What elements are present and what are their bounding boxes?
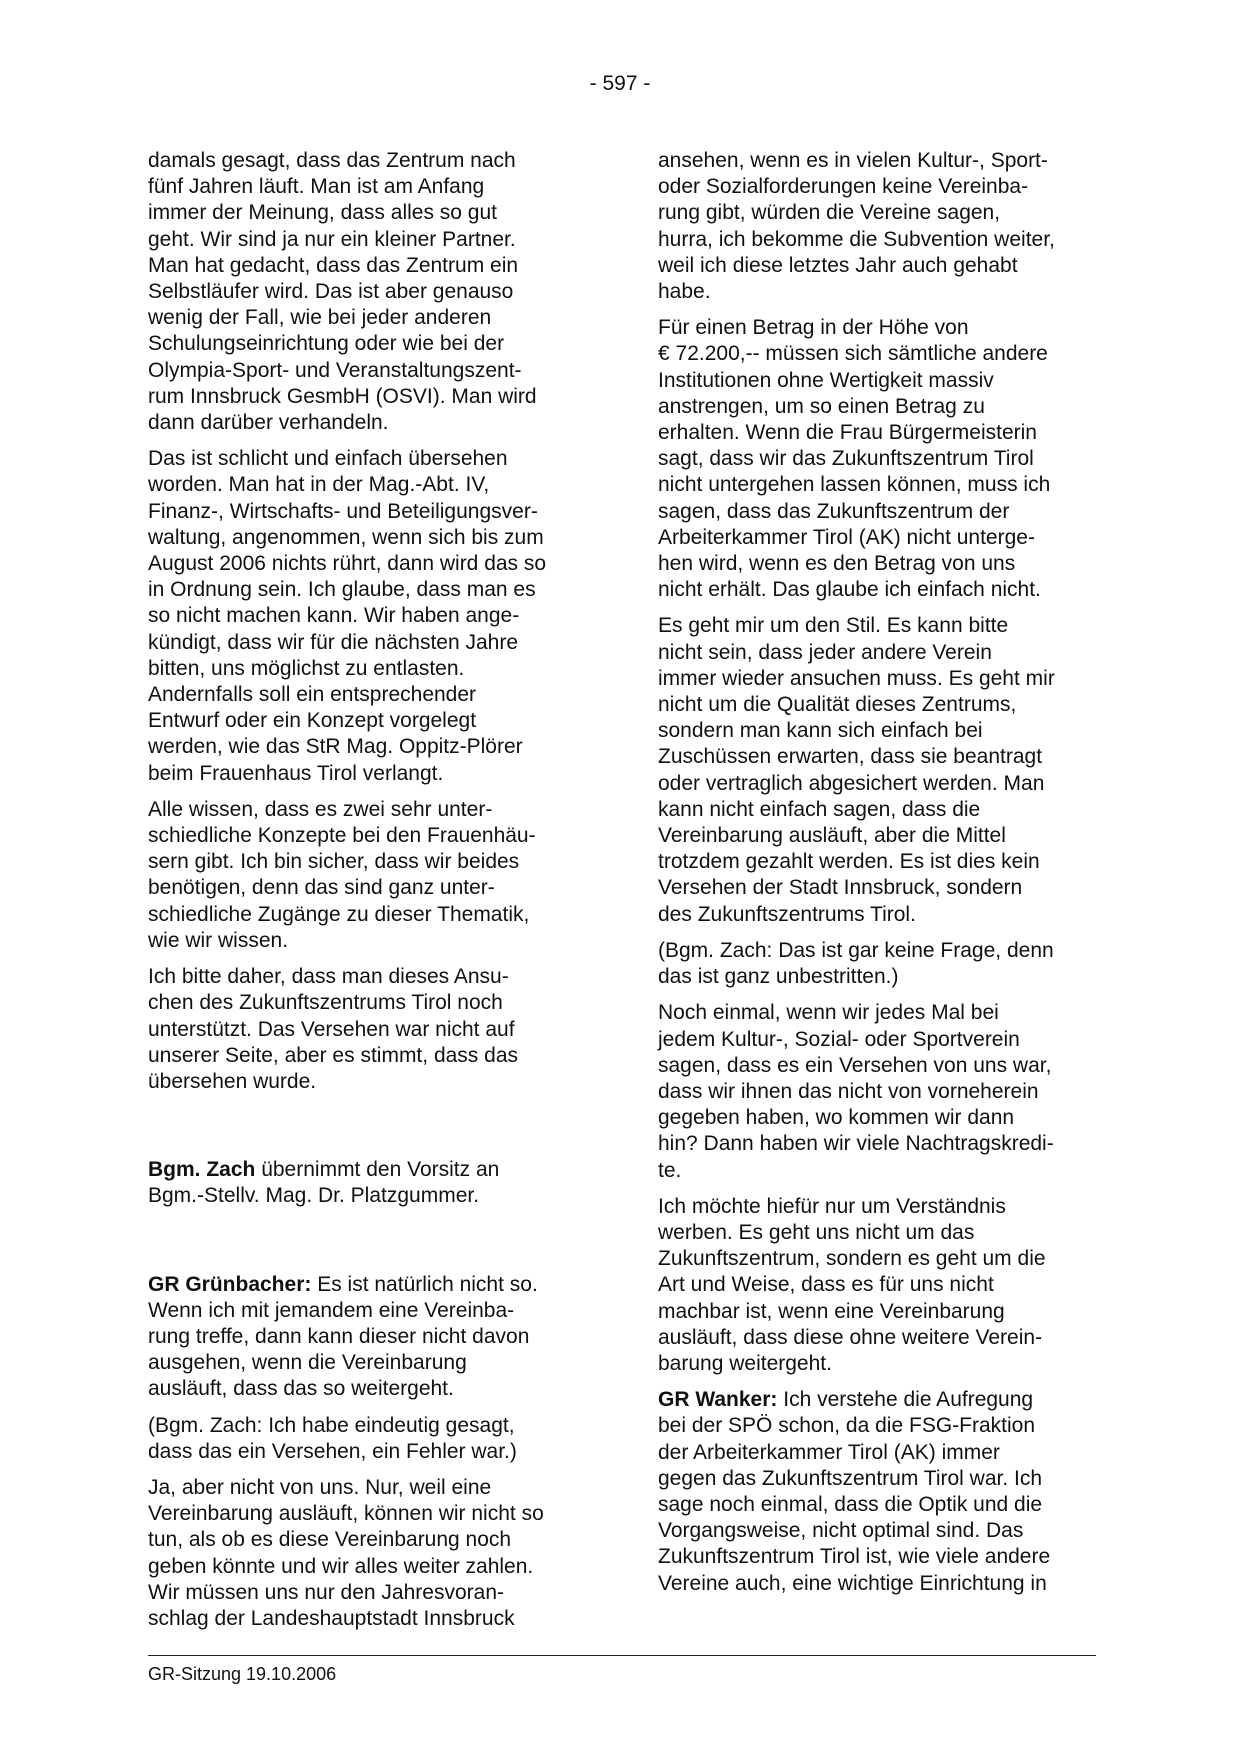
- paragraph: Es geht mir um den Stil. Es kann bitte nicht sein, dass jeder andere Verein immer wieder ansuchen muss. Es geht mir nicht um die Qualität dieses Zentrums, sondern man kann sich einfach bei Zuschüssen erwarten, dass sie beantragt oder vertraglich abgesichert werden. Man kann nicht einfach sagen, dass die Vereinbarung ausläuft, aber die Mittel trotzdem gezahlt werden. Es ist dies kein Versehen der Stadt Innsbruck, sondern des Zukunftszentrums Tirol.: [658, 614, 1055, 926]
- paragraph: Das ist schlicht und einfach übersehen worden. Man hat in der Mag.-Abt. IV, Finanz-, Wirtschafts- und Beteiligungsver- waltung, angenommen, wenn sich bis zum August 2006 nichts rührt, dann wird das so in Ordnung sein. Ich glaube, dass man es so nicht machen kann. Wir haben ange- kündigt, dass wir für die nächsten Jahre bitten, uns möglichst zu entlasten. Andernfalls soll ein entsprechender Entwurf oder ein Konzept vorgelegt werden, wie das StR Mag. Oppitz-Plörer beim Frauenhaus Tirol verlangt.: [148, 447, 547, 785]
- paragraph: Ich möchte hiefür nur um Verständnis werben. Es geht uns nicht um das Zukunftszentrum, sondern es geht um die Art und Weise, dass es für uns nicht machbar ist, wenn eine Vereinbarung ausläuft, dass diese ohne weitere Verein- barung weitergeht.: [658, 1194, 1046, 1375]
- paragraph: Noch einmal, wenn wir jedes Mal bei jedem Kultur-, Sozial- oder Sportverein sagen, dass es ein Versehen von uns war, dass wir ihnen das nicht von vorneherein gegeben haben, wo kommen wir dann hin? Dann haben wir viele Nachtragskredi- te.: [658, 1001, 1054, 1182]
- paragraph: [148, 1157, 588, 1209]
- page-number: - 597 -: [589, 72, 651, 95]
- right-column: [658, 148, 1098, 1607]
- paragraph: Ja, aber nicht von uns. Nur, weil eine Vereinbarung ausläuft, können wir nicht so tun, als ob es diese Vereinbarung noch geben könnte und wir alles weiter zahlen. Wir müssen uns nur den Jahresvoran- schlag der Landeshauptstadt Innsbruck: [148, 1475, 544, 1630]
- paragraph-text: Es ist natürlich nicht so. Wenn ich mit jemandem eine Vereinba- rung treffe, dann kann dieser nicht davon ausgehen, wenn die Vereinbarung ausläuft, dass das so weitergeht.: [148, 1272, 538, 1401]
- paragraph: [658, 1387, 1098, 1597]
- footer-text: GR-Sitzung 19.10.2006: [148, 1664, 337, 1684]
- paragraph: Ich bitte daher, dass man dieses Ansu- chen des Zukunftszentrums Tirol noch unterstützt. Das Versehen war nicht auf unserer Seite, aber es stimmt, dass das übersehen wurde.: [148, 965, 518, 1093]
- paragraph: ansehen, wenn es in vielen Kultur-, Sport- oder Sozialforderungen keine Vereinba- rung gibt, würden die Vereine sagen, hurra, ich bekomme die Subvention weiter, weil ich diese letztes Jahr auch gehabt habe.: [658, 149, 1055, 304]
- speaker-name: GR Grünbacher:: [148, 1272, 312, 1296]
- paragraph: (Bgm. Zach: Das ist gar keine Frage, denn das ist ganz unbestritten.): [658, 938, 1054, 989]
- paragraph: damals gesagt, dass das Zentrum nach fünf Jahren läuft. Man ist am Anfang immer der Meinung, dass alles so gut geht. Wir sind ja nur ein kleiner Partner. Man hat gedacht, dass das Zentrum ein Selbstläufer wird. Das ist aber genauso wenig der Fall, wie bei jeder anderen Schulungseinrichtung oder wie bei der Olympia-Sport- und Veranstaltungszent- rum Innsbruck GesmbH (OSVI). Man wird dann darüber verhandeln.: [148, 149, 537, 435]
- paragraph-text: übernimmt den Vorsitz an Bgm.-Stellv. Mag. Dr. Platzgummer.: [148, 1158, 500, 1208]
- paragraph: (Bgm. Zach: Ich habe eindeutig gesagt, dass das ein Versehen, ein Fehler war.): [148, 1413, 517, 1463]
- paragraph: Für einen Betrag in der Höhe von € 72.200,-- müssen sich sämtliche andere Institutionen ohne Wertigkeit massiv anstrengen, um so einen Betrag zu erhalten. Wenn die Frau Bürgermeisterin sagt, dass wir das Zukunftszentrum Tirol nicht untergehen lassen können, muss ich sagen, dass das Zukunftszentrum der Arbeiterkammer Tirol (AK) nicht unterge- hen wird, wenn es den Betrag von uns nicht erhält. Das glaube ich einfach nicht.: [658, 316, 1051, 602]
- left-column: [148, 148, 588, 1642]
- paragraph: [148, 1272, 588, 1403]
- speaker-name: Bgm. Zach: [148, 1158, 256, 1182]
- paragraph-text: Ich verstehe die Aufregung bei der SPÖ schon, da die FSG-Fraktion der Arbeiterkammer Tirol (AK) immer gegen das Zukunftszentrum Tirol war. Ich sage noch einmal, dass die Optik und die Vorgangsweise, nicht optimal sind. Das Zukunftszentrum Tirol ist, wie viele andere Vereine auch, eine wichtige Einrichtung in: [658, 1388, 1051, 1595]
- footer-divider: [148, 1655, 1096, 1656]
- paragraph: Alle wissen, dass es zwei sehr unter- schiedliche Konzepte bei den Frauenhäu- sern gibt. Ich bin sicher, dass wir beides benötigen, denn das sind ganz unter- schiedliche Zugänge zu dieser Thematik, wie wir wissen.: [148, 797, 536, 952]
- speaker-name: GR Wanker:: [658, 1388, 778, 1412]
